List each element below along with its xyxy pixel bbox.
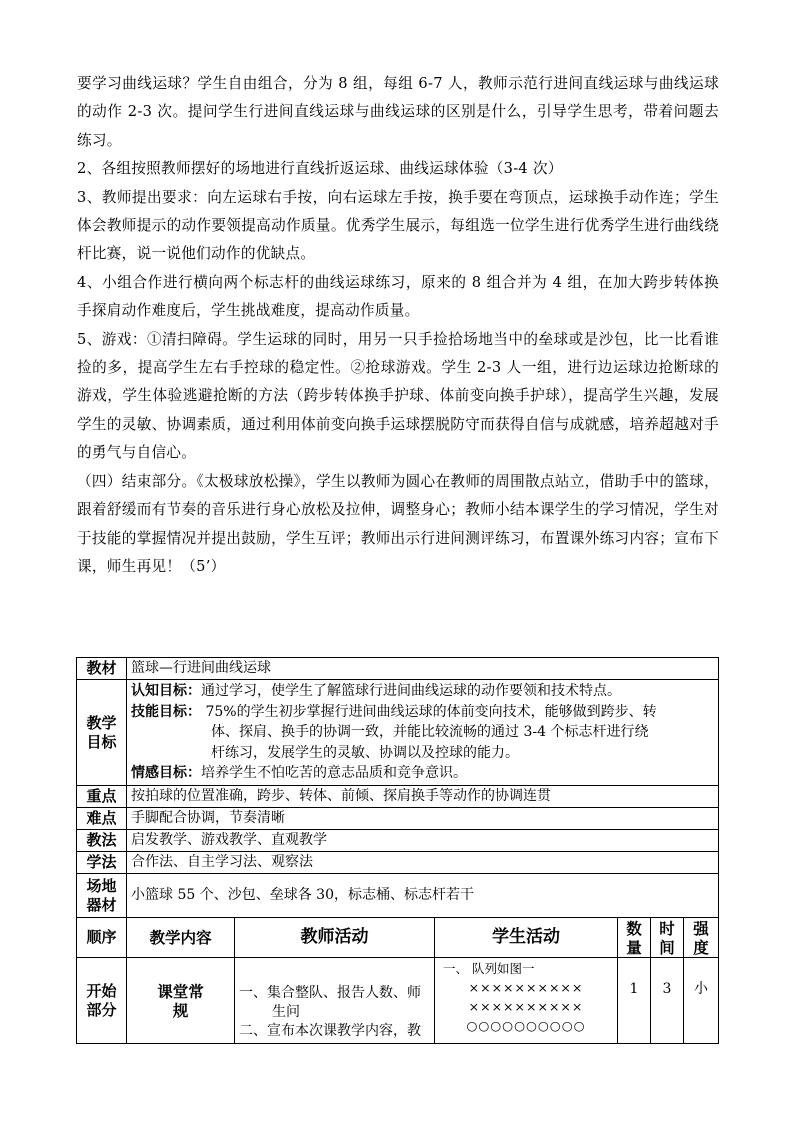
opening-student-activity [435,958,618,1044]
header-order: 顺序 [77,918,127,958]
learning-method-value: 合作法、自主学习法、观察法 [127,852,719,874]
emotion-goal-text: 培养学生不怕吃苦的意志品质和竞争意识。 [201,765,467,782]
opening-content: 课堂常规 [127,958,235,1044]
paragraph-1: 要学习曲线运球？学生自由组合，分为 8 组，每组 6-7 人，教师示范行进间直线运球与曲线运球的动作 2-3 次。提问学生行进间直线运球与曲线运球的区别是什么，引导学生思考，带着问题去练习。 [77,75,719,149]
opening-order: 开始部分 [77,958,127,1044]
header-count: 数量 [618,918,651,958]
key-point-value: 按拍球的位置准确，跨步、转体、前倾、探肩换手等动作的协调连贯 [127,786,719,808]
paragraph-2: 2、各组按照教师摆好的场地进行直线折返运球、曲线运球体验（3-4 次） [77,160,563,178]
equipment-row [77,874,719,918]
formation-row-1: ×××××××××× [468,980,584,995]
emotion-goal-key: 情感目标： [131,765,201,782]
header-content: 教学内容 [127,918,235,958]
learning-method-label: 学法 [77,852,127,874]
teaching-method-value: 启发教学、游戏教学、直观教学 [127,830,719,852]
skill-goal-text-1: 75%的学生初步掌握行进间曲线运球的体前变向技术，能够做到跨步、转 [205,703,657,720]
paragraph-4: 4、小组合作进行横向两个标志杆的曲线运球练习，原来的 8 组合并为 4 组，在加大跨步转体换手探肩动作难度后，学生挑战难度，提高动作质量。 [77,273,719,320]
formation-row-3: ○○○○○○○○○○ [466,1018,586,1033]
key-point-row [77,786,719,808]
formation-caption: 一、 队列如图一 [443,961,535,976]
key-point-label: 重点 [77,786,127,808]
cognitive-goal-text: 通过学习，使学生了解篮球行进间曲线运球的动作要领和技术特点。 [201,683,621,700]
header-teacher: 教师活动 [235,918,435,958]
teacher-activity-2: 二、宣布本次课教学内容，教 [239,1023,421,1039]
material-label: 教材 [77,658,127,680]
learning-method-row [77,852,719,874]
header-student: 学生活动 [435,918,618,958]
difficulty-value: 手脚配合协调，节奏清晰 [127,808,719,830]
opening-count: 1 [618,958,651,1044]
header-row [77,918,719,958]
lesson-plan-table [76,657,719,1044]
skill-goal-text-2: 体、探肩、换手的协调一致，并能比较流畅的通过 3-4 个标志杆进行绕 [211,724,649,741]
skill-goal-key: 技能目标： [131,703,201,720]
goals-label: 教学目标 [77,680,127,786]
goals-cell [127,680,719,786]
body-text [77,70,719,581]
cognitive-goal-key: 认知目标： [131,683,201,700]
opening-row [77,958,719,1044]
opening-time: 3 [651,958,684,1044]
material-row [77,658,719,680]
teacher-activity-1b: 生问 [272,1004,300,1020]
opening-intensity: 小 [684,958,719,1044]
formation-row-2: ×××××××××× [468,999,584,1014]
teaching-method-row [77,830,719,852]
paragraph-6: （四）结束部分。《太极球放松操》，学生以教师为圆心在教师的周围散点站立，借助手中的篮球，跟着舒缓而有节奏的音乐进行身心放松及拉伸，调整身心；教师小结本课学生的学习情况，学生对于技能的掌握情况并提出鼓励，学生互评；教师出示行进间测评练习，布置课外练习内容；宣布下课，师生再见！（5’） [77,472,719,575]
skill-goal-text-3: 杆练习，发展学生的灵敏、协调以及控球的能力。 [211,744,519,761]
header-time: 时间 [651,918,684,958]
header-intensity: 强度 [684,918,719,958]
goals-row [77,680,719,786]
teacher-activity-1: 一、集合整队、报告人数、师 [239,985,421,1001]
paragraph-5: 5、游戏：①清扫障碍。学生运球的同时，用另一只手捡拾场地当中的垒球或是沙包，比一比看谁捡的多，提高学生左右手控球的稳定性。②抢球游戏。学生 2-3 人一组，进行边运球边抢断球的游戏，学生体验逃避抢断的方法（跨步转体换手护球、体前变向换手护球），提高学生兴趣，发展学生的灵敏、协调素质，通过利用体前变向换手运球摆脱防守而获得自信与成就感，培养超越对手的勇气与自信心。 [77,330,719,462]
difficulty-label: 难点 [77,808,127,830]
equipment-value: 小篮球 55 个、沙包、垒球各 30，标志桶、标志杆若干 [127,874,719,918]
material-value: 篮球—行进间曲线运球 [127,658,719,680]
equipment-label: 场地器材 [77,874,127,918]
teaching-method-label: 教法 [77,830,127,852]
paragraph-3: 3、教师提出要求：向左运球右手按，向右运球左手按，换手要在弯顶点，运球换手动作连；学生体会教师提示的动作要领提高动作质量。优秀学生展示，每组选一位学生进行优秀学生进行曲线绕杆比赛，说一说他们动作的优缺点。 [77,188,719,263]
difficulty-row [77,808,719,830]
opening-teacher-activity [235,958,435,1044]
